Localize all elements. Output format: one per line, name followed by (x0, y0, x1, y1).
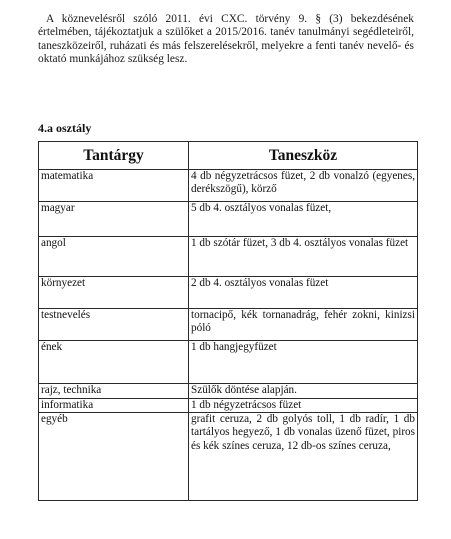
supplies-cell: 2 db 4. osztályos vonalas füzet (189, 277, 418, 309)
table-row (39, 202, 418, 237)
supplies-cell: grafit ceruza, 2 db golyós toll, 1 db radír, 1 db tartályos hegyező, 1 db vonalas üzenő füzet, piros és kék színes ceruza, 12 db-os színes ceruza, (189, 413, 418, 501)
subject-cell: rajz, technika (39, 384, 189, 399)
subject-cell: ének (39, 341, 189, 384)
table-row (39, 309, 418, 341)
supplies-cell: 5 db 4. osztályos vonalas füzet, (189, 202, 418, 237)
supplies-cell: 1 db hangjegyfüzet (189, 341, 418, 384)
subject-cell: informatika (39, 399, 189, 413)
table-row (39, 277, 418, 309)
subject-cell: környezet (39, 277, 189, 309)
supplies-table (38, 141, 418, 501)
subject-cell: magyar (39, 202, 189, 237)
table-row (39, 170, 418, 202)
class-heading: 4.a osztály (38, 121, 92, 135)
table-row (39, 399, 418, 413)
table-row (39, 384, 418, 399)
supplies-cell: tornacipő, kék tornanadrág, fehér zokni, kinizsi póló (189, 309, 418, 341)
supplies-cell: Szülők döntése alapján. (189, 384, 418, 399)
subject-cell: testnevelés (39, 309, 189, 341)
subject-cell: angol (39, 237, 189, 277)
table-row (39, 237, 418, 277)
supplies-cell: 4 db négyzetrácsos füzet, 2 db vonalzó (egyenes, derékszögű), körző (189, 170, 418, 202)
supplies-cell: 1 db szótár füzet, 3 db 4. osztályos vonalas füzet (189, 237, 418, 277)
supplies-cell: 1 db négyzetrácsos füzet (189, 399, 418, 413)
subject-cell: matematika (39, 170, 189, 202)
supplies-column-header: Taneszköz (189, 142, 418, 170)
subject-column-header: Tantárgy (39, 142, 189, 170)
intro-paragraph: A köznevelésről szóló 2011. évi CXC. törvény 9. § (3) bekezdésének értelmében, tájékoztatjuk a szülőket a 2015/2016. tanév tanulmányi segédleteiről, taneszközeiről, ruházati és más felszerelésekről, melyekre a fenti tanév nevelő- és oktató munkájához szükség lesz. (38, 13, 414, 65)
table-row (39, 413, 418, 501)
subject-cell: egyéb (39, 413, 189, 501)
table-row (39, 341, 418, 384)
table-header-row (39, 142, 418, 170)
